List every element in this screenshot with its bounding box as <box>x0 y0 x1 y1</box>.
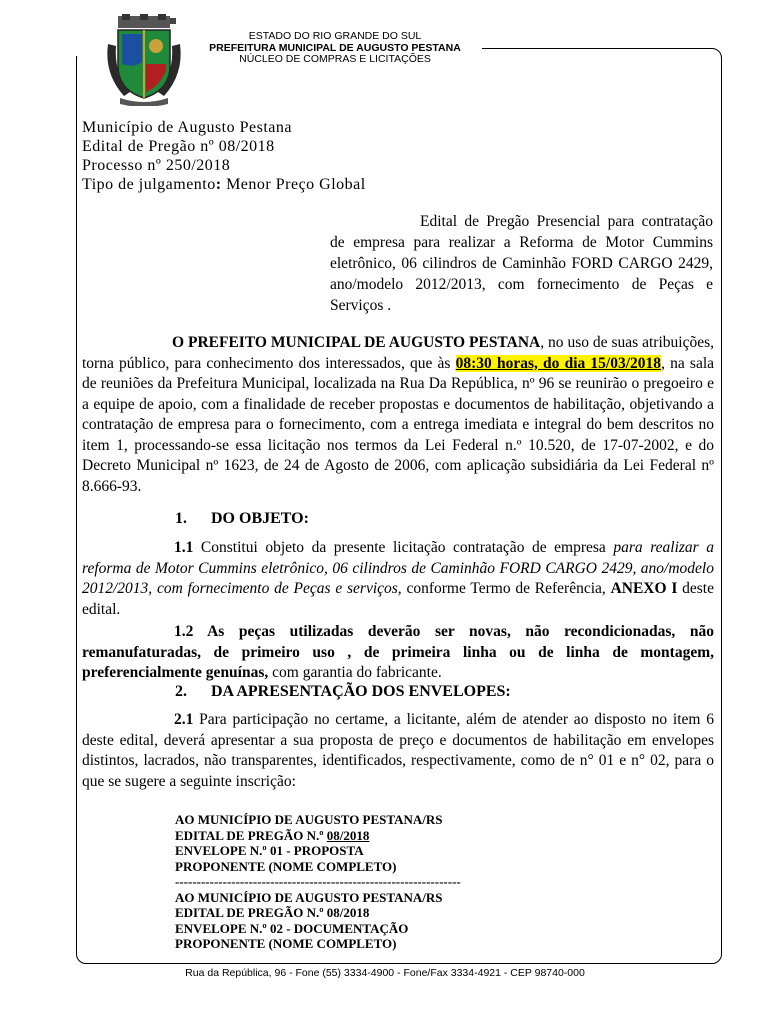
envelope-2-line-3: ENVELOPE N.º 02 - DOCUMENTAÇÃO <box>175 920 409 936</box>
section-2-1-paragraph <box>82 710 714 792</box>
footer-address: Rua da República, 96 - Fone (55) 3334-4900 - Fone/Fax 3334-4921 - CEP 98740-000 <box>185 967 585 979</box>
section-1-1-text3: deste edital. <box>82 580 714 618</box>
header-department: NÚCLEO DE COMPRAS E LICITAÇÕES <box>239 53 431 65</box>
envelope-1-edital-number: 08/2018 <box>326 827 370 843</box>
header-state: ESTADO DO RIO GRANDE DO SUL <box>248 30 422 42</box>
info-tipo-value: Menor Preço Global <box>221 176 366 193</box>
section-2-1-number: 2.1 <box>174 711 194 728</box>
preamble-text1: , no uso de suas atribuições, torna público, para conhecimento dos interessados, que às <box>82 334 714 372</box>
envelope-1-line-4: PROPONENTE (NOME COMPLETO) <box>175 858 397 874</box>
envelope-1-edital-label: EDITAL DE PREGÃO N.º <box>175 827 327 843</box>
section-2-title: DA APRESENTAÇÃO DOS ENVELOPES: <box>211 683 511 700</box>
preamble-text2: , na sala de reuniões da Prefeitura Municipal, localizada na Rua Da República, nº 96 se reunirão o pregoeiro e a equipe de apoio, com a finalidade de receber propostas e documentos de habilitação, objetivando a contratação de empresa para o fornecimento, com a entrega imediata e integral do bem descritos no item 1, processando-se essa licitação nos termos da Lei Federal n.º 10.520, de 17-07-2002, e do Decreto Municipal nº 1623, de 24 de Agosto de 2006, com aplicação subsidiária da Lei Federal nº 8.666-93. <box>82 354 715 495</box>
info-processo: Processo nº 250/2018 <box>82 157 231 174</box>
info-municipio: Município de Augusto Pestana <box>82 119 292 136</box>
section-1-1-text: Constitui objeto da presente licitação contratação de empresa <box>193 539 614 556</box>
letterhead <box>180 31 490 66</box>
section-1-1-paragraph <box>82 538 714 620</box>
envelope-separator: ------------------------------------------------------------------ <box>175 874 461 889</box>
envelope-1-line-3: ENVELOPE N.º 01 - PROPOSTA <box>175 843 364 858</box>
envelope-1-line-2 <box>175 828 461 844</box>
section-2-heading <box>175 683 511 701</box>
edital-summary: Edital de Pregão Presencial para contratação de empresa para realizar a Reforma de Motor Cummins eletrônico, 06 cilindros de Caminhão FORD CARGO 2429, ano/modelo 2012/2013, com fornecimento de Peças e Serviços . <box>330 213 713 314</box>
section-2-number: 2. <box>175 683 187 700</box>
info-tipo-label: Tipo de julgamento <box>82 176 216 193</box>
section-1-1-text2: conforme Termo de Referência, <box>401 580 611 597</box>
section-1-number: 1. <box>175 510 187 527</box>
edital-info <box>82 118 366 194</box>
section-2-1-text: Para participação no certame, a licitante, além de atender ao disposto no item 6 deste edital, deverá apresentar a sua proposta de preço e documentos de habilitação em envelopes distintos, lacrados, não transparentes, identificados, respectivamente, como de n° 01 e n° 02, para o que se sugere a seguinte inscrição: <box>82 711 714 790</box>
envelope-2-line-1: AO MUNICÍPIO DE AUGUSTO PESTANA/RS <box>175 889 443 905</box>
municipal-crest-icon <box>104 14 184 106</box>
header-prefeitura: PREFEITURA MUNICIPAL DE AUGUSTO PESTANA <box>209 41 461 54</box>
session-datetime-highlight: 08:30 horas, do dia 15/03/2018 <box>455 354 662 372</box>
section-1-2-paragraph <box>82 622 714 684</box>
envelope-1-line-1: AO MUNICÍPIO DE AUGUSTO PESTANA/RS <box>175 812 443 827</box>
preamble-paragraph <box>82 333 714 497</box>
preamble-lead: O PREFEITO MUNICIPAL DE AUGUSTO PESTANA <box>172 334 541 351</box>
section-1-1-number: 1.1 <box>174 539 194 556</box>
envelope-2-line-4: PROPONENTE (NOME COMPLETO) <box>175 936 397 951</box>
section-1-2-text: com garantia do fabricante. <box>268 664 442 681</box>
section-1-1-object: para realizar a reforma de Motor Cummins eletrônico, 06 cilindros de Caminhão FORD CARGO 2429, ano/modelo 2012/2013, com fornecimento de Peças e serviços, <box>82 539 715 597</box>
annex-reference: ANEXO I <box>610 580 678 597</box>
section-1-title: DO OBJETO: <box>211 510 309 527</box>
info-edital: Edital de Pregão nº 08/2018 <box>82 138 275 155</box>
info-tipo: Tipo de julgamento: Menor Preço Global <box>82 176 366 193</box>
envelope-inscriptions <box>175 812 461 952</box>
section-1-heading <box>175 510 309 528</box>
envelope-2-line-2: EDITAL DE PREGÃO N.º 08/2018 <box>175 905 370 920</box>
section-1-2-bold: 1.2 As peças utilizadas deverão ser novas, não recondicionadas, não remanufaturadas, de primeiro uso , de primeira linha ou de linha de montagem, preferencialmente genuínas, <box>82 623 714 681</box>
